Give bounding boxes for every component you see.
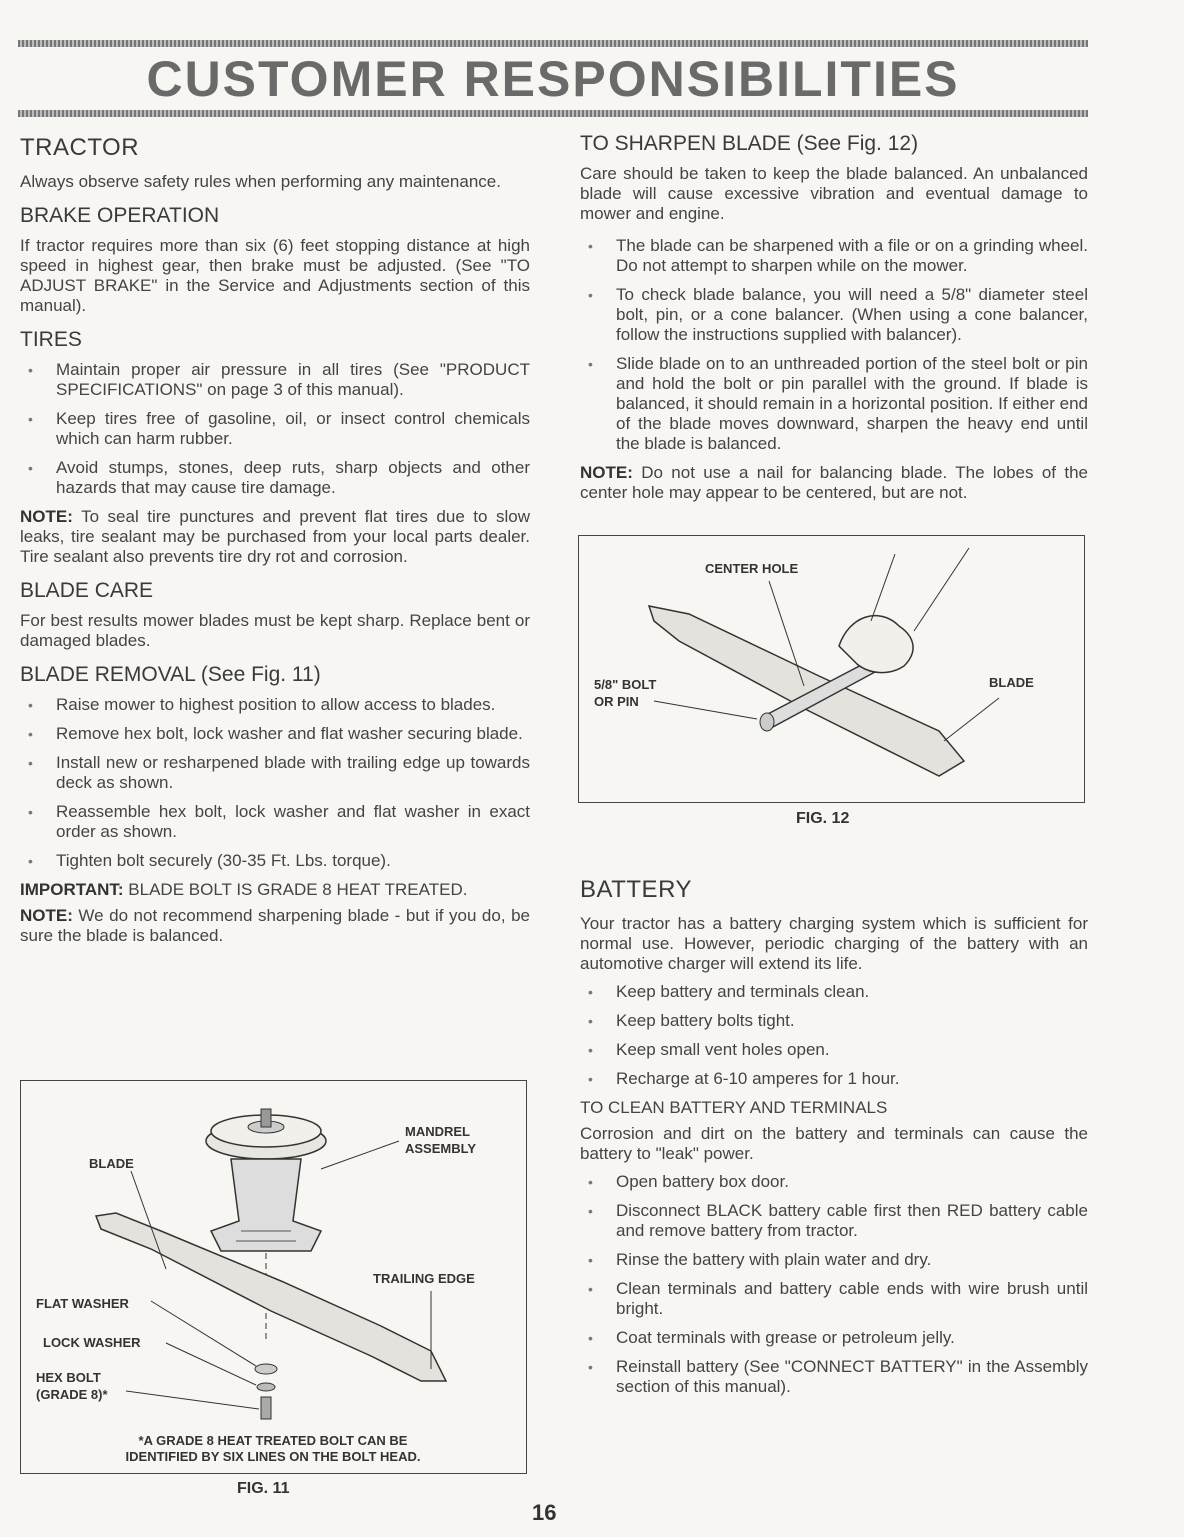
hex-bolt-label: HEX BOLT (36, 1370, 101, 1385)
battery-text: Your tractor has a battery charging system which is sufficient for normal use. However, periodic charging of the battery with an automotive charger will extend its life. (580, 914, 1088, 973)
tractor-heading: TRACTOR (20, 134, 140, 161)
trailing-edge-label: TRAILING EDGE (373, 1271, 475, 1286)
hand-shape (839, 616, 913, 673)
brake-heading: BRAKE OPERATION (20, 204, 220, 227)
note-label: NOTE: (20, 906, 73, 925)
list-item: • Recharge at 6-10 amperes for 1 hour. (580, 1069, 1088, 1089)
tires-list (20, 360, 530, 498)
list-item: • Maintain proper air pressure in all tires (See "PRODUCT SPECIFICATIONS" on page 3 of this manual). (20, 360, 530, 400)
list-item: • To check blade balance, you will need a 5/8" diameter steel bolt, pin, or a cone balancer. (When using a cone balancer, follow the instructions supplied with balancer). (580, 285, 1088, 345)
title-rule (18, 110, 1088, 117)
note-text: Do not use a nail for balancing blade. The lobes of the center hole may appear to be centered, but are not. (580, 463, 1088, 502)
list-item: • Coat terminals with grease or petroleum jelly. (580, 1328, 1088, 1348)
grade-label: (GRADE 8)* (36, 1387, 108, 1402)
blade-removal-heading: BLADE REMOVAL (See Fig. 11) (20, 663, 321, 686)
list-item: • Raise mower to highest position to allow access to blades. (20, 695, 530, 715)
page-title: CUSTOMER RESPONSIBILITIES (146, 51, 960, 107)
important-label: IMPORTANT: (20, 880, 124, 899)
fig12-blade-label: BLADE (989, 675, 1034, 690)
left-column (20, 128, 530, 958)
blade-shape (649, 606, 964, 776)
list-item: • Install new or resharpened blade with trailing edge up towards deck as shown. (20, 753, 530, 793)
list-item: • Avoid stumps, stones, deep ruts, sharp objects and other hazards that may cause tire damage. (20, 458, 530, 498)
clean-text: Corrosion and dirt on the battery and terminals can cause the battery to "leak" power. (580, 1124, 1088, 1163)
fig12-caption: FIG. 12 (796, 810, 850, 827)
clean-heading: TO CLEAN BATTERY AND TERMINALS (580, 1098, 888, 1117)
brake-text: If tractor requires more than six (6) feet stopping distance at high speed in highest gear, then brake must be adjusted. (See "TO ADJUST BRAKE" in the Service and Adjustments section of this manual). (20, 236, 530, 315)
list-item: • Tighten bolt securely (30-35 Ft. Lbs. torque). (20, 851, 530, 871)
flat-washer-label: FLAT WASHER (36, 1296, 129, 1311)
list-item: • Keep tires free of gasoline, oil, or insect control chemicals which can harm rubber. (20, 409, 530, 449)
list-item: • The blade can be sharpened with a file or on a grinding wheel. Do not attempt to sharpen while on the mower. (580, 236, 1088, 276)
fig11-caption: FIG. 11 (237, 1480, 290, 1497)
blade-label: BLADE (89, 1156, 134, 1171)
list-item: • Slide blade on to an unthreaded portion of the steel bolt or pin and hold the bolt or pin parallel with the ground. If blade is balanced, it should remain in a horizontal position. If either end of the blade moves downward, sharpen the heavy end until the blade is balanced. (580, 354, 1088, 454)
fig11-footnote-line1: *A GRADE 8 HEAT TREATED BOLT CAN BE (138, 1433, 408, 1448)
fig11-illustration (21, 1081, 526, 1473)
assembly-label: ASSEMBLY (405, 1141, 477, 1156)
mandrel-label: MANDREL (405, 1124, 470, 1139)
spindle-housing-shape (211, 1159, 321, 1251)
tractor-text: Always observe safety rules when performing any maintenance. (20, 172, 501, 191)
clean-list (580, 1172, 1088, 1397)
battery-heading: BATTERY (580, 876, 692, 903)
fig11-footnote-line2: IDENTIFIED BY SIX LINES ON THE BOLT HEAD. (125, 1449, 421, 1464)
list-item: • Reinstall battery (See "CONNECT BATTERY" in the Assembly section of this manual). (580, 1357, 1088, 1397)
blade-care-heading: BLADE CARE (20, 579, 154, 602)
tires-heading: TIRES (20, 328, 82, 351)
list-item: • Open battery box door. (580, 1172, 1088, 1192)
fig12-diagram (578, 535, 1085, 803)
list-item: • Keep battery and terminals clean. (580, 982, 1088, 1002)
tires-note (20, 507, 530, 567)
important-note (20, 880, 530, 900)
bolt-label: 5/8" BOLT (594, 677, 657, 692)
battery-section (580, 876, 1088, 1406)
blade-care-text: For best results mower blades must be kept sharp. Replace bent or damaged blades. (20, 611, 530, 650)
important-text: BLADE BOLT IS GRADE 8 HEAT TREATED. (128, 880, 468, 899)
or-pin-label: OR PIN (594, 694, 639, 709)
fig11-diagram (20, 1080, 527, 1474)
center-hole-label: CENTER HOLE (705, 561, 799, 576)
right-column (580, 128, 1088, 515)
sharpen-heading: TO SHARPEN BLADE (See Fig. 12) (580, 132, 919, 155)
note-label: NOTE: (580, 463, 633, 482)
list-item: • Keep small vent holes open. (580, 1040, 1088, 1060)
list-item: • Keep battery bolts tight. (580, 1011, 1088, 1031)
list-item: • Clean terminals and battery cable ends with wire brush until bright. (580, 1279, 1088, 1319)
note-text: We do not recommend sharpening blade - but if you do, be sure the blade is balanced. (20, 906, 530, 945)
list-item: • Remove hex bolt, lock washer and flat washer securing blade. (20, 724, 530, 744)
sharpen-text: Care should be taken to keep the blade balanced. An unbalanced blade will cause excessive vibration and eventual damage to mower and engine. (580, 164, 1088, 223)
sharpen-note (580, 463, 1088, 503)
top-rule (18, 40, 1088, 47)
page-number: 16 (532, 1500, 557, 1525)
list-item: • Rinse the battery with plain water and dry. (580, 1250, 1088, 1270)
fig12-illustration (579, 536, 1084, 802)
sharpen-list (580, 236, 1088, 454)
list-item: • Reassemble hex bolt, lock washer and flat washer in exact order as shown. (20, 802, 530, 842)
blade-removal-list (20, 695, 530, 871)
blade-removal-note (20, 906, 530, 946)
list-item: • Disconnect BLACK battery cable first then RED battery cable and remove battery from tractor. (580, 1201, 1088, 1241)
battery-list (580, 982, 1088, 1089)
note-label: NOTE: (20, 507, 73, 526)
note-text: To seal tire punctures and prevent flat tires due to slow leaks, tire sealant may be purchased from your local parts dealer. Tire sealant also prevents tire dry rot and corrosion. (20, 507, 530, 566)
lock-washer-label: LOCK WASHER (43, 1335, 141, 1350)
